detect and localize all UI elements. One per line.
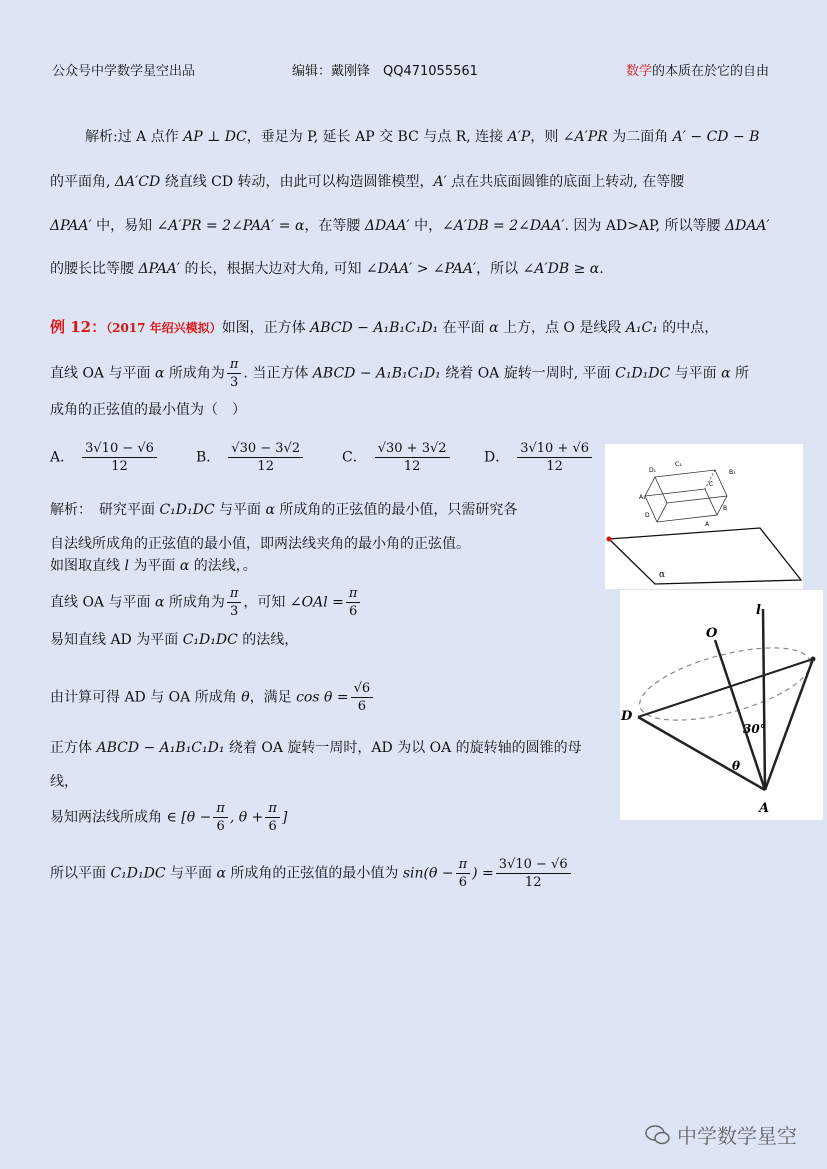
vertex-label: C₁ <box>675 461 682 468</box>
cube-bottom-face <box>645 489 717 522</box>
solution-line-4: 直线 OA 与平面 α 所成角为 $\frac{\pi}{3}$ ，可知 ∠OAl = $\frac{\pi}{6}$ <box>50 585 362 620</box>
vertex-label: C <box>709 481 714 488</box>
header-left: 公众号中学数学星空出品 <box>52 64 196 79</box>
cone-figure <box>620 590 823 820</box>
solution-line-1: 解析： 研究平面 C₁D₁DC 与平面 α 所成角的正弦值的最小值，只需研究各 <box>50 502 518 518</box>
solution-line-5: 易知直线 AD 为平面 C₁D₁DC 的法线， <box>50 632 299 648</box>
label-l: l <box>756 603 761 618</box>
header-right <box>626 60 769 79</box>
solution-line-8: 线， <box>50 774 78 790</box>
option-b: B． $\frac{√30 - 3√2}{12}$ <box>196 440 305 475</box>
normal-line-l <box>763 609 765 790</box>
header-center: 编辑：戴刚锋 QQ471055561 <box>292 64 478 79</box>
cube-top-face <box>655 470 727 503</box>
vertex-label: A <box>705 521 710 528</box>
label-A: A <box>759 801 770 816</box>
example-label: 例 12： <box>50 318 107 336</box>
solution-line-3: 如图取直线 l 为平面 α 的法线，。 <box>50 558 257 574</box>
vertex-label: D <box>645 512 650 519</box>
example-line-3: 成角的正弦值的最小值为（ ） <box>50 402 246 418</box>
option-c: C． $\frac{√30 + 3√2}{12}$ <box>342 440 452 475</box>
plane-alpha-shape <box>609 528 801 584</box>
wechat-icon <box>645 1124 671 1151</box>
option-a: A． $\frac{3√10 - √6}{12}$ <box>50 440 159 475</box>
vertex-label: D₁ <box>649 467 657 474</box>
cone-point <box>811 657 816 662</box>
label-30deg: 30° <box>743 722 766 736</box>
vertex-label: A₁ <box>639 494 646 501</box>
solution-line-9: 易知两法线所成角 ∈ [θ − $\frac{\pi}{6}$ , θ + $\frac{\pi}{6}$ ] <box>50 801 288 834</box>
plane-corner-dot <box>607 537 612 542</box>
cube-plane-figure <box>605 444 803 589</box>
example-line-2: 直线 OA 与平面 α 所成角为 $\frac{\pi}{3}$ . 当正方体 ABCD − A₁B₁C₁D₁ 绕着 OA 旋转一周时, 平面 C₁D₁DC 与平面 α 所 <box>50 357 750 390</box>
watermark-text: 中学数学星空 <box>677 1124 797 1148</box>
label-O: O <box>706 626 718 641</box>
example-source: （2017 年绍兴模拟） <box>106 321 222 335</box>
analysis-line-3: ΔPAA′ 中，易知 ∠A′PR = 2∠PAA′ = α，在等腰 ΔDAA′ 中，∠A′DB = 2∠DAA′. 因为 AD>AP, 所以等腰 ΔDAA′ <box>50 218 770 234</box>
watermark <box>645 1120 797 1151</box>
label-theta: θ <box>732 759 741 773</box>
cone-svg <box>620 590 823 820</box>
analysis-line-2: 的平面角, ΔA′CD 绕直线 CD 转动，由此可以构造圆锥模型，A′ 点在共底面圆锥的底面上转动, 在等腰 <box>50 174 685 190</box>
solution-line-6: 由计算可得 AD 与 OA 所成角 θ，满足 cos θ = $\frac{√6}{6}$ <box>50 680 375 715</box>
vertex-label: B₁ <box>729 469 736 476</box>
solution-line-7: 正方体 ABCD − A₁B₁C₁D₁ 绕着 OA 旋转一周时，AD 为以 OA 的旋转轴的圆锥的母 <box>50 740 582 756</box>
vertex-label: B <box>723 505 728 512</box>
cube-plane-svg <box>605 444 803 589</box>
option-d: D． $\frac{3√10 + √6}{12}$ <box>484 440 594 475</box>
cube-edge-1 <box>645 477 655 496</box>
analysis-line-1: 解析:过 A 点作 AP ⊥ DC，垂足为 P, 延长 AP 交 BC 与点 R, 连接 A′P，则 ∠A′PR 为二面角 A′ − CD − B <box>85 129 760 145</box>
header-right-rest: 的本质在於它的自由 <box>652 64 770 79</box>
label-D: D <box>621 709 633 724</box>
header-right-red: 数学 <box>626 64 653 79</box>
solution-line-2: 自法线所成角的正弦值的最小值，即两法线夹角的最小角的正弦值。 <box>50 536 470 552</box>
solution-line-10: 所以平面 C₁D₁DC 与平面 α 所成角的正弦值的最小值为 sin(θ − $\frac{\pi}{6}$ ) = $\frac{3√10 - √6}{12}$ <box>50 856 573 891</box>
cube-edge-4 <box>657 503 667 522</box>
example-line-1: 例 12：（2017 年绍兴模拟）如图，正方体 ABCD − A₁B₁C₁D₁ 在平面 α 上方，点 O 是线段 A₁C₁ 的中点， <box>50 318 719 336</box>
plane-alpha-label: α <box>659 570 666 580</box>
cone-generator-right <box>765 659 813 790</box>
analysis-line-4: 的腰长比等腰 ΔPAA′ 的长，根据大边对大角, 可知 ∠DAA′ > ∠PAA′，所以 ∠A′DB ≥ α. <box>50 261 604 277</box>
